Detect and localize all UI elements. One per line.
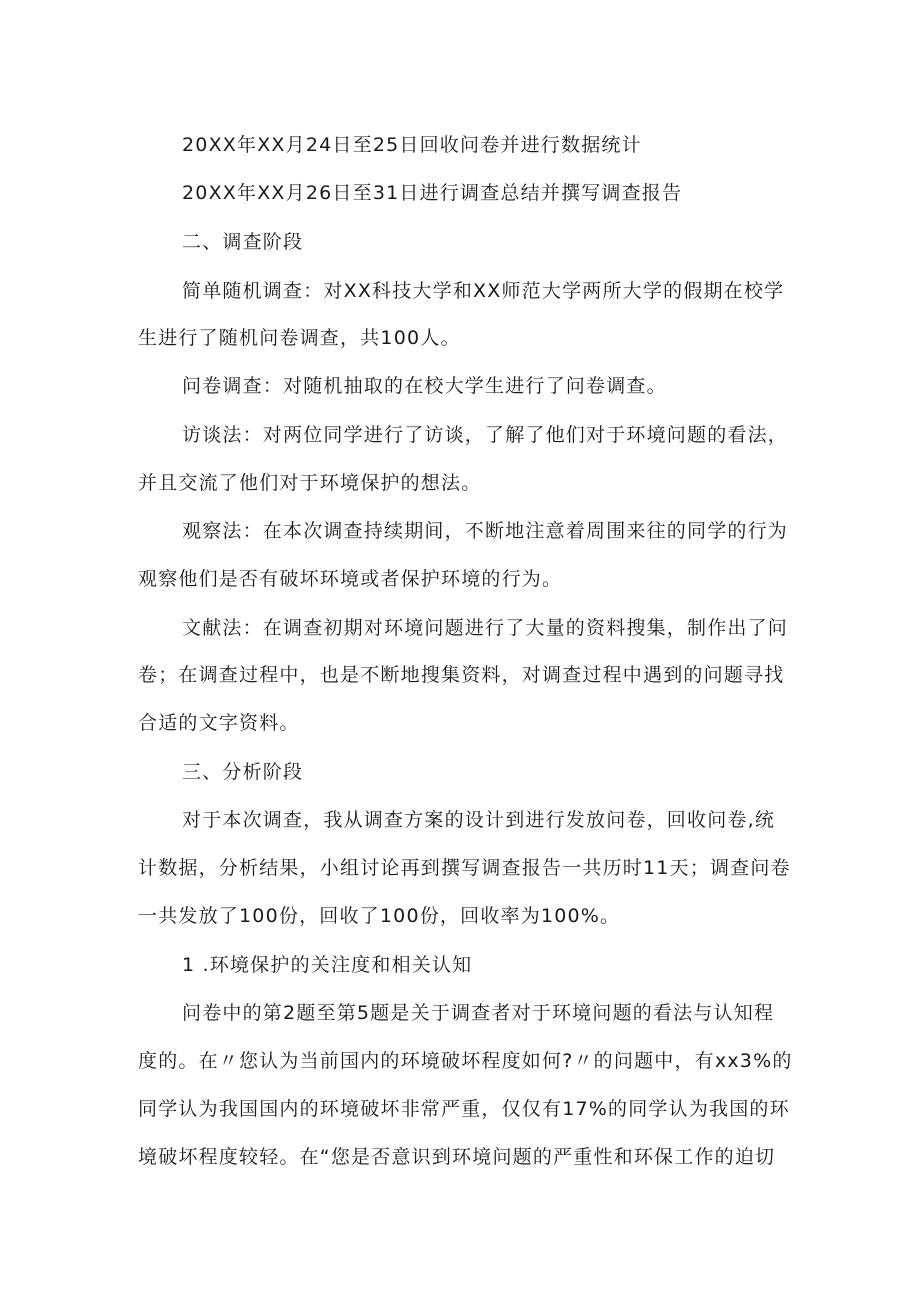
section-heading-3: 三、分析阶段 [182, 761, 304, 783]
paragraph-line: 文献法：在调查初期对环境问题进行了大量的资料搜集，制作出了问 [182, 617, 789, 639]
paragraph-line: 一共发放了100份，回收了100份，回收率为100%。 [138, 905, 621, 927]
paragraph-line: 生进行了随机问卷调查，共100人。 [138, 327, 461, 349]
paragraph-line: 对于本次调查，我从调查方案的设计到进行发放问卷，回收问卷,统 [182, 809, 776, 831]
paragraph-line: 简单随机调查：对XX科技大学和XX师范大学两所大学的假期在校学 [182, 280, 785, 302]
paragraph-line: 计数据，分析结果，小组讨论再到撰写调查报告一共历时11天；调查问卷 [138, 857, 791, 879]
paragraph-line: 观察他们是否有破坏环境或者保护环境的行为。 [138, 568, 563, 590]
paragraph-line: 同学认为我国国内的环境破坏非常严重，仅仅有17%的同学认为我国的环 [138, 1098, 790, 1120]
paragraph-line: 卷；在调查过程中，也是不断地搜集资料，对调查过程中遇到的问题寻找 [138, 664, 785, 686]
subsection-heading-1: 1 .环境保护的关注度和相关认知 [182, 954, 473, 976]
paragraph-line: 问卷中的第2题至第5题是关于调查者对于环境问题的看法与认知程 [182, 1002, 775, 1024]
schedule-line-1: 20XX年XX月24日至25日回收问卷并进行数据统计 [182, 134, 642, 156]
paragraph-line: 并且交流了他们对于环境保护的想法。 [138, 472, 482, 494]
paragraph-line: 度的。在〃您认为当前国内的环境破坏程度如何?〃的问题中，有xx3%的 [138, 1050, 793, 1072]
paragraph-line: 境破坏程度较轻。在“您是否意识到环境问题的严重性和环保工作的迫切 [138, 1146, 776, 1168]
schedule-line-2: 20XX年XX月26日至31日进行调查总结并撰写调查报告 [182, 182, 683, 204]
paragraph-line: 问卷调查：对随机抽取的在校大学生进行了问卷调查。 [182, 375, 667, 397]
paragraph-line: 访谈法：对两位同学进行了访谈，了解了他们对于环境问题的看法， [182, 424, 789, 446]
paragraph-line: 合适的文字资料。 [138, 712, 300, 734]
paragraph-line: 观察法：在本次调查持续期间，不断地注意着周围来往的同学的行为 [182, 520, 789, 542]
section-heading-2: 二、调查阶段 [182, 231, 304, 253]
